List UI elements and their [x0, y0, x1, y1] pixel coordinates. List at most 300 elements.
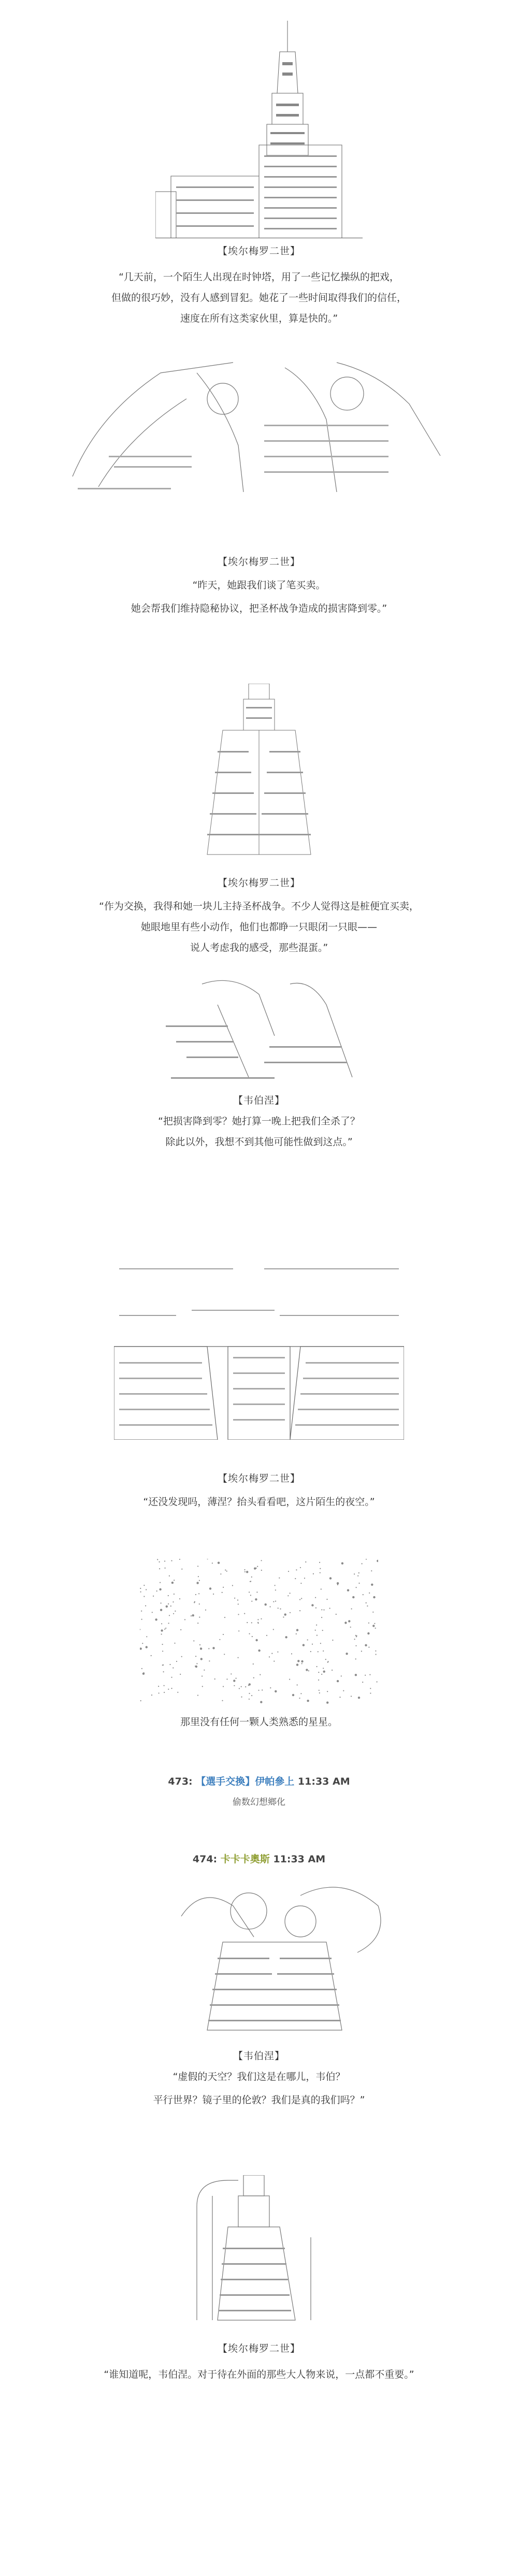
- star-dot: [157, 1559, 158, 1560]
- star-dot: [181, 1656, 182, 1657]
- star-dot: [195, 1594, 196, 1595]
- star-dot: [261, 1618, 262, 1619]
- speaker-label: 【埃尔梅罗二世】: [217, 877, 300, 889]
- star-dot: [156, 1590, 157, 1591]
- star-dot: [329, 1608, 330, 1609]
- star-dot: [375, 1651, 376, 1652]
- star-dot: [327, 1691, 328, 1692]
- dialogue-line: “还没发现吗，薄涅？抬头看看吧，这片陌生的夜空。”: [143, 1496, 375, 1508]
- star-dot: [251, 1601, 252, 1602]
- star-dot: [141, 1611, 142, 1612]
- star-dot: [249, 1693, 250, 1694]
- star-dot: [299, 1698, 300, 1699]
- star-dot: [226, 1571, 227, 1572]
- star-dot: [315, 1608, 316, 1609]
- star-dot: [347, 1589, 349, 1591]
- star-dot: [323, 1668, 324, 1669]
- star-dot: [234, 1685, 235, 1686]
- ascii-art-standing-figure: [186, 684, 332, 860]
- star-dot: [179, 1559, 180, 1560]
- dialogue-line: “谁知道呢，韦伯涅。对于待在外面的那些大人物来说，一点都不重要。”: [104, 2369, 414, 2380]
- star-dot: [145, 1605, 146, 1607]
- star-dot: [250, 1581, 251, 1582]
- star-dot: [161, 1629, 163, 1631]
- star-dot: [352, 1596, 354, 1598]
- star-dot: [283, 1616, 284, 1617]
- star-dot: [159, 1692, 160, 1694]
- star-dot: [362, 1563, 363, 1564]
- star-dot: [273, 1629, 274, 1630]
- star-dot: [318, 1651, 319, 1652]
- star-dot: [269, 1656, 270, 1657]
- post-number: 473:: [168, 1776, 193, 1787]
- star-dot: [165, 1628, 166, 1629]
- ascii-art-night-skyline: [114, 1253, 404, 1440]
- star-dot: [318, 1672, 319, 1673]
- star-dot: [238, 1603, 239, 1604]
- star-dot: [355, 1645, 356, 1646]
- star-dot: [323, 1651, 324, 1652]
- post-header: [0, 1774, 518, 1788]
- star-dot: [337, 1584, 338, 1585]
- star-dot: [198, 1593, 199, 1594]
- star-dot: [300, 1583, 301, 1584]
- ascii-art-two-characters: [171, 1875, 394, 2035]
- star-dot: [358, 1583, 359, 1584]
- star-dot: [376, 1654, 377, 1655]
- star-dot: [320, 1568, 321, 1569]
- star-dot: [346, 1653, 348, 1655]
- star-dot: [307, 1639, 308, 1640]
- star-dot: [261, 1570, 262, 1571]
- star-dot: [223, 1634, 224, 1635]
- star-dot: [280, 1609, 281, 1610]
- star-dot: [192, 1614, 194, 1616]
- dialogue-line: 除此以外，我想不到其他可能性做到这点。”: [165, 1136, 353, 1148]
- star-dot: [372, 1625, 375, 1627]
- star-dot: [226, 1678, 227, 1680]
- star-dot: [158, 1686, 159, 1687]
- star-dot: [362, 1682, 363, 1683]
- star-dot: [163, 1665, 164, 1666]
- post-body: 偷数幻想鄉化: [233, 1797, 285, 1807]
- star-dot: [372, 1612, 373, 1613]
- star-dot: [368, 1647, 369, 1648]
- star-dot: [244, 1571, 246, 1572]
- star-dot: [355, 1658, 356, 1659]
- star-dot: [199, 1603, 200, 1604]
- star-dot: [377, 1560, 378, 1562]
- star-dot: [238, 1630, 239, 1631]
- star-dot: [140, 1700, 141, 1701]
- star-dot: [202, 1675, 203, 1676]
- star-dot: [367, 1632, 369, 1634]
- star-dot: [323, 1609, 324, 1610]
- star-dot: [326, 1599, 327, 1600]
- dialogue-line: 但做的很巧妙，没有人感到冒犯。她花了一些时间取得我们的信任，: [111, 292, 407, 303]
- star-dot: [370, 1688, 371, 1689]
- star-dot: [223, 1587, 224, 1588]
- dialogue-line: “几天前，一个陌生人出现在时钟塔，用了一些记忆操纵的把戏，: [119, 271, 399, 283]
- star-dot: [290, 1612, 291, 1613]
- star-dot: [297, 1684, 298, 1685]
- star-dot: [168, 1623, 169, 1624]
- post-author-link[interactable]: 【選手交換】伊帕參上: [196, 1776, 295, 1787]
- star-dot: [249, 1683, 251, 1685]
- star-dot: [197, 1623, 198, 1624]
- star-dot: [142, 1643, 143, 1644]
- star-dot: [354, 1639, 355, 1640]
- star-dot: [296, 1629, 298, 1631]
- star-dot: [373, 1596, 375, 1598]
- star-dot: [265, 1603, 267, 1605]
- star-dot: [370, 1692, 371, 1694]
- star-dot: [366, 1602, 367, 1603]
- star-dot: [292, 1694, 294, 1696]
- star-dot: [322, 1630, 323, 1631]
- star-dot: [200, 1658, 203, 1660]
- star-dot: [305, 1561, 306, 1562]
- star-dot: [169, 1615, 170, 1616]
- star-dot: [245, 1686, 246, 1687]
- star-dot: [146, 1646, 148, 1648]
- star-dot: [291, 1653, 292, 1654]
- star-dot: [344, 1622, 347, 1624]
- star-dot: [184, 1619, 185, 1620]
- post-time: 11:33 AM: [273, 1854, 326, 1865]
- star-dot: [336, 1614, 337, 1615]
- star-dot: [270, 1687, 271, 1688]
- star-dot: [315, 1597, 316, 1598]
- star-dot: [244, 1613, 245, 1614]
- star-dot: [337, 1582, 339, 1584]
- star-dot: [214, 1678, 215, 1680]
- star-dot: [255, 1639, 257, 1641]
- star-dot: [288, 1571, 289, 1572]
- star-dot: [193, 1640, 194, 1641]
- star-dot: [249, 1699, 250, 1700]
- star-dot: [260, 1674, 261, 1675]
- star-dot: [224, 1654, 225, 1655]
- star-dot: [249, 1591, 250, 1593]
- star-dot: [159, 1568, 160, 1569]
- star-dot: [301, 1660, 303, 1662]
- star-dot: [313, 1573, 314, 1574]
- star-dot: [320, 1572, 321, 1573]
- star-dot: [219, 1639, 220, 1640]
- star-dot: [197, 1566, 198, 1567]
- star-dot: [270, 1606, 271, 1607]
- star-dot: [304, 1578, 305, 1579]
- star-dot: [326, 1701, 328, 1703]
- star-dot: [161, 1602, 162, 1603]
- star-dot: [236, 1678, 237, 1679]
- star-dot: [199, 1617, 200, 1618]
- star-dot: [224, 1617, 225, 1618]
- star-dot: [339, 1697, 340, 1698]
- star-dot: [278, 1608, 279, 1609]
- star-dot: [234, 1598, 235, 1599]
- post-number: 474:: [192, 1854, 218, 1865]
- star-dot: [356, 1636, 357, 1637]
- ascii-art-framed-figure: [176, 2175, 347, 2325]
- star-dot: [315, 1630, 316, 1631]
- star-dot: [377, 1681, 378, 1682]
- star-dot: [241, 1686, 242, 1687]
- star-dot: [143, 1596, 145, 1597]
- star-dot: [295, 1578, 296, 1579]
- star-dot: [321, 1617, 322, 1618]
- star-dot: [249, 1633, 250, 1634]
- star-dot: [301, 1598, 302, 1599]
- dialogue-line: “作为交换，我得和她一块儿主持圣杯战争。不少人觉得这是桩便宜买卖，: [99, 901, 419, 912]
- star-dot: [241, 1697, 242, 1698]
- star-dot: [151, 1655, 152, 1656]
- star-dot: [258, 1649, 260, 1652]
- star-dot: [196, 1582, 198, 1584]
- dialogue-line: 她眼地里有些小动作，他们也都睁一只眼闭一只眼——: [140, 921, 377, 933]
- star-dot: [327, 1662, 328, 1663]
- star-dot: [238, 1614, 239, 1615]
- star-dot: [350, 1627, 351, 1628]
- star-dot: [143, 1585, 145, 1586]
- star-dot: [220, 1573, 221, 1574]
- star-dot: [367, 1605, 368, 1607]
- dialogue-line: “昨天，她跟我们谈了笔买卖。: [192, 580, 326, 591]
- star-dot: [160, 1609, 162, 1611]
- star-dot: [361, 1651, 362, 1652]
- star-dot: [275, 1589, 276, 1590]
- star-dot: [358, 1572, 359, 1573]
- star-dot: [262, 1689, 263, 1690]
- narration-line: 那里没有任何一颗人类熟悉的星星。: [180, 1716, 338, 1728]
- star-dot: [320, 1643, 321, 1644]
- star-dot: [325, 1659, 326, 1660]
- star-dot: [251, 1576, 252, 1578]
- star-dot: [164, 1560, 165, 1561]
- star-dot: [160, 1582, 161, 1583]
- star-dot: [275, 1690, 277, 1692]
- star-dot: [316, 1625, 317, 1626]
- star-dot: [253, 1677, 254, 1678]
- star-dot: [258, 1690, 259, 1691]
- star-dot: [177, 1692, 178, 1693]
- star-dot: [181, 1569, 182, 1570]
- dialogue-line: 速度在所有这类家伙里，算是快的。”: [180, 313, 338, 324]
- star-dot: [308, 1670, 309, 1671]
- star-dot: [279, 1578, 280, 1579]
- star-dot: [212, 1647, 214, 1649]
- star-dot: [237, 1600, 238, 1601]
- dialogue-line: “虚假的天空？我们这是在哪儿，韦伯？: [172, 2071, 346, 2082]
- star-dot: [374, 1623, 375, 1624]
- star-dot: [257, 1619, 258, 1620]
- star-dot: [250, 1595, 251, 1596]
- star-dot: [303, 1644, 305, 1646]
- star-dot: [300, 1693, 301, 1694]
- star-dot: [222, 1592, 223, 1593]
- star-dot: [194, 1602, 195, 1603]
- dialogue-line: 平行世界？镜子里的伦敦？我们是真的我们吗？”: [153, 2094, 365, 2106]
- star-dot: [351, 1608, 352, 1609]
- ascii-art-star-field: [140, 1559, 378, 1704]
- star-dot: [205, 1610, 206, 1611]
- star-dot: [153, 1596, 154, 1597]
- star-dot: [365, 1644, 367, 1646]
- star-dot: [358, 1697, 360, 1699]
- star-dot: [218, 1562, 220, 1564]
- star-dot: [254, 1567, 256, 1569]
- star-dot: [348, 1620, 350, 1622]
- star-dot: [225, 1570, 226, 1571]
- star-dot: [363, 1594, 364, 1595]
- star-dot: [369, 1674, 370, 1675]
- star-dot: [169, 1575, 170, 1576]
- star-dot: [238, 1657, 239, 1658]
- star-dot: [371, 1584, 373, 1586]
- speaker-label: 【埃尔梅罗二世】: [217, 245, 300, 257]
- speaker-label: 【埃尔梅罗二世】: [217, 2343, 300, 2354]
- star-dot: [257, 1566, 258, 1567]
- star-dot: [171, 1582, 174, 1584]
- star-dot: [209, 1660, 210, 1661]
- dialogue-line: 她会帮我们维持隐秘协议，把圣杯战争造成的损害降到零。”: [131, 603, 387, 614]
- star-dot: [319, 1692, 320, 1694]
- speaker-label: 【埃尔梅罗二世】: [217, 556, 300, 568]
- star-dot: [239, 1688, 240, 1689]
- star-dot: [171, 1560, 172, 1561]
- star-dot: [332, 1640, 333, 1641]
- star-dot: [195, 1666, 196, 1667]
- star-dot: [140, 1588, 141, 1589]
- star-dot: [273, 1601, 274, 1602]
- star-dot: [296, 1663, 298, 1666]
- star-dot: [198, 1576, 199, 1577]
- star-dot: [321, 1674, 322, 1675]
- dialogue-line: 说人考虑我的感受，那些混蛋。”: [190, 942, 328, 953]
- star-dot: [155, 1618, 157, 1620]
- star-dot: [199, 1580, 200, 1581]
- star-dot: [173, 1613, 174, 1614]
- star-dot: [285, 1636, 287, 1638]
- star-dot: [146, 1589, 147, 1590]
- star-dot: [195, 1656, 196, 1657]
- star-dot: [200, 1647, 202, 1649]
- star-dot: [296, 1569, 297, 1570]
- star-dot: [318, 1680, 319, 1681]
- dialogue-line: “把损害降到零？她打算一晚上把我们全杀了？: [158, 1116, 360, 1127]
- star-dot: [310, 1651, 311, 1652]
- star-dot: [332, 1670, 333, 1671]
- star-dot: [260, 1701, 262, 1703]
- star-dot: [319, 1562, 320, 1563]
- star-dot: [275, 1601, 276, 1602]
- star-dot: [174, 1580, 175, 1581]
- star-dot: [296, 1633, 297, 1634]
- ascii-art-clock-tower: [155, 21, 363, 238]
- star-dot: [175, 1611, 176, 1612]
- star-dot: [152, 1612, 153, 1613]
- star-dot: [299, 1610, 300, 1611]
- star-dot: [368, 1623, 369, 1624]
- speaker-label: 【韦伯涅】: [233, 2050, 285, 2062]
- star-dot: [284, 1613, 286, 1615]
- star-dot: [204, 1670, 205, 1671]
- star-dot: [212, 1562, 213, 1564]
- star-dot: [166, 1605, 168, 1608]
- star-dot: [164, 1685, 165, 1686]
- star-dot: [168, 1603, 169, 1604]
- star-dot: [208, 1648, 209, 1649]
- star-dot: [256, 1591, 257, 1593]
- star-dot: [176, 1661, 177, 1662]
- star-dot: [300, 1567, 301, 1568]
- star-dot: [366, 1559, 367, 1560]
- star-dot: [266, 1635, 267, 1636]
- star-dot: [341, 1675, 342, 1676]
- star-dot: [180, 1629, 181, 1630]
- star-dot: [179, 1598, 180, 1599]
- star-dot: [162, 1651, 163, 1652]
- star-dot: [258, 1623, 259, 1624]
- star-dot: [169, 1664, 170, 1665]
- star-dot: [252, 1636, 253, 1637]
- star-dot: [199, 1644, 200, 1645]
- star-dot: [168, 1689, 169, 1690]
- star-dot: [290, 1593, 291, 1594]
- star-dot: [329, 1577, 332, 1579]
- star-dot: [209, 1587, 211, 1589]
- star-dot: [354, 1573, 355, 1574]
- star-dot: [253, 1663, 254, 1665]
- post-author-link[interactable]: 卡卡卡奧斯: [220, 1854, 270, 1865]
- star-dot: [232, 1585, 233, 1586]
- star-dot: [274, 1661, 275, 1662]
- ascii-art-two-figures: [67, 352, 451, 497]
- star-dot: [142, 1673, 145, 1675]
- star-dot: [261, 1560, 262, 1561]
- star-dot: [301, 1663, 303, 1664]
- ascii-art-walking-figure: [155, 974, 373, 1088]
- star-dot: [375, 1628, 376, 1629]
- star-dot: [319, 1690, 320, 1691]
- star-dot: [168, 1595, 169, 1596]
- star-dot: [174, 1643, 175, 1644]
- post-time: 11:33 AM: [297, 1776, 350, 1787]
- star-dot: [312, 1644, 313, 1645]
- star-dot: [172, 1667, 174, 1668]
- star-dot: [196, 1663, 197, 1664]
- star-dot: [171, 1688, 172, 1689]
- star-dot: [151, 1695, 152, 1696]
- star-dot: [275, 1585, 276, 1586]
- star-dot: [159, 1588, 161, 1590]
- star-dot: [141, 1619, 142, 1620]
- star-dot: [244, 1569, 245, 1570]
- star-dot: [277, 1652, 278, 1653]
- star-dot: [246, 1571, 248, 1573]
- star-dot: [307, 1700, 309, 1702]
- star-dot: [289, 1679, 290, 1680]
- star-dot: [311, 1604, 313, 1606]
- star-dot: [180, 1674, 181, 1675]
- star-dot: [161, 1633, 162, 1634]
- star-dot: [321, 1588, 322, 1589]
- star-dot: [316, 1666, 318, 1667]
- star-dot: [355, 1674, 357, 1676]
- star-dot: [197, 1695, 198, 1696]
- star-dot: [162, 1644, 163, 1645]
